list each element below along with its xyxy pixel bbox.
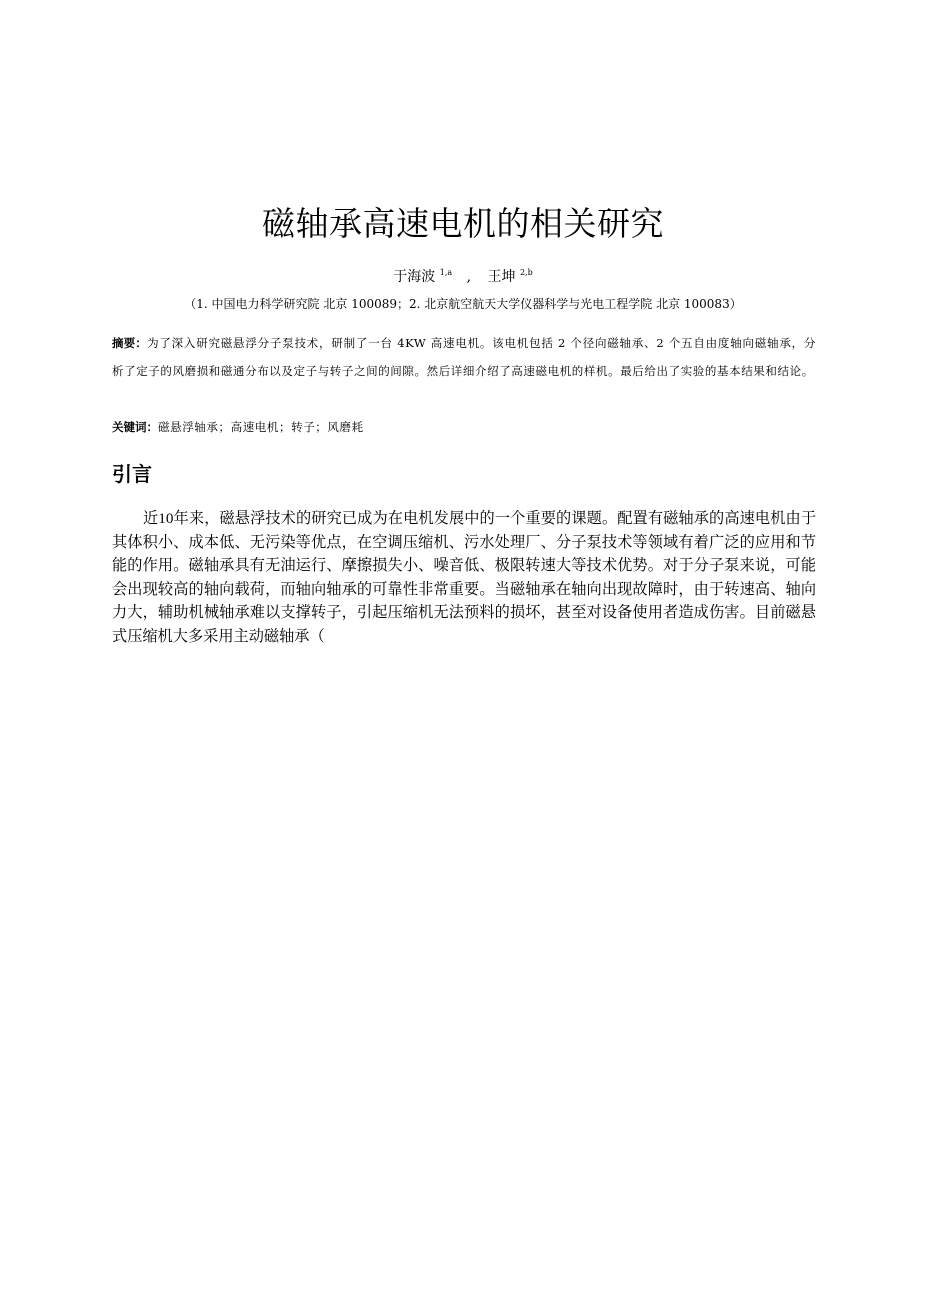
keywords: [112, 416, 816, 438]
affiliations: （1. 中国电力科学研究院 北京 100089；2. 北京航空航天大学仪器科学与光电工程学院 北京 100083）: [184, 297, 742, 311]
author-name: 于海波: [393, 269, 436, 285]
author-name: 王坤: [487, 269, 516, 285]
author-affiliation-mark: 1,a: [439, 268, 453, 277]
paper-title: 磁轴承高速电机的相关研究: [262, 204, 664, 243]
author-affiliation-mark: 2,b: [519, 268, 533, 277]
section-heading: 引言: [112, 462, 152, 486]
keywords-label: 关键词：: [112, 420, 158, 434]
author-separator: ,: [466, 269, 472, 285]
abstract-label: 摘要：: [112, 336, 148, 350]
author-line: [0, 266, 926, 288]
abstract: [112, 329, 816, 385]
abstract-text: 为了深入研究磁悬浮分子泵技术，研制了一台 4KW 高速电机。该电机包括 2 个径向磁轴承、2 个五自由度轴向磁轴承，分析了定子的风磨损和磁通分布以及定子与转子之间的间隙。然后详细介绍了高速磁电机的样机。最后给出了实验的基本结果和结论。: [112, 336, 817, 378]
section-paragraph: 近10年来，磁悬浮技术的研究已成为在电机发展中的一个重要的课题。配置有磁轴承的高速电机由于其体积小、成本低、无污染等优点，在空调压缩机、污水处理厂、分子泵技术等领域有着广泛的应用和节能的作用。磁轴承具有无油运行、摩擦损失小、噪音低、极限转速大等技术优势。对于分子泵来说，可能会出现较高的轴向载荷，而轴向轴承的可靠性非常重要。当磁轴承在轴向出现故障时，由于转速高、轴向力大，辅助机械轴承难以支撑转子，引起压缩机无法预料的损坏，甚至对设备使用者造成伤害。目前磁悬式压缩机大多采用主动磁轴承（: [112, 510, 816, 645]
keywords-text: 磁悬浮轴承；高速电机；转子；风磨耗: [158, 420, 364, 434]
